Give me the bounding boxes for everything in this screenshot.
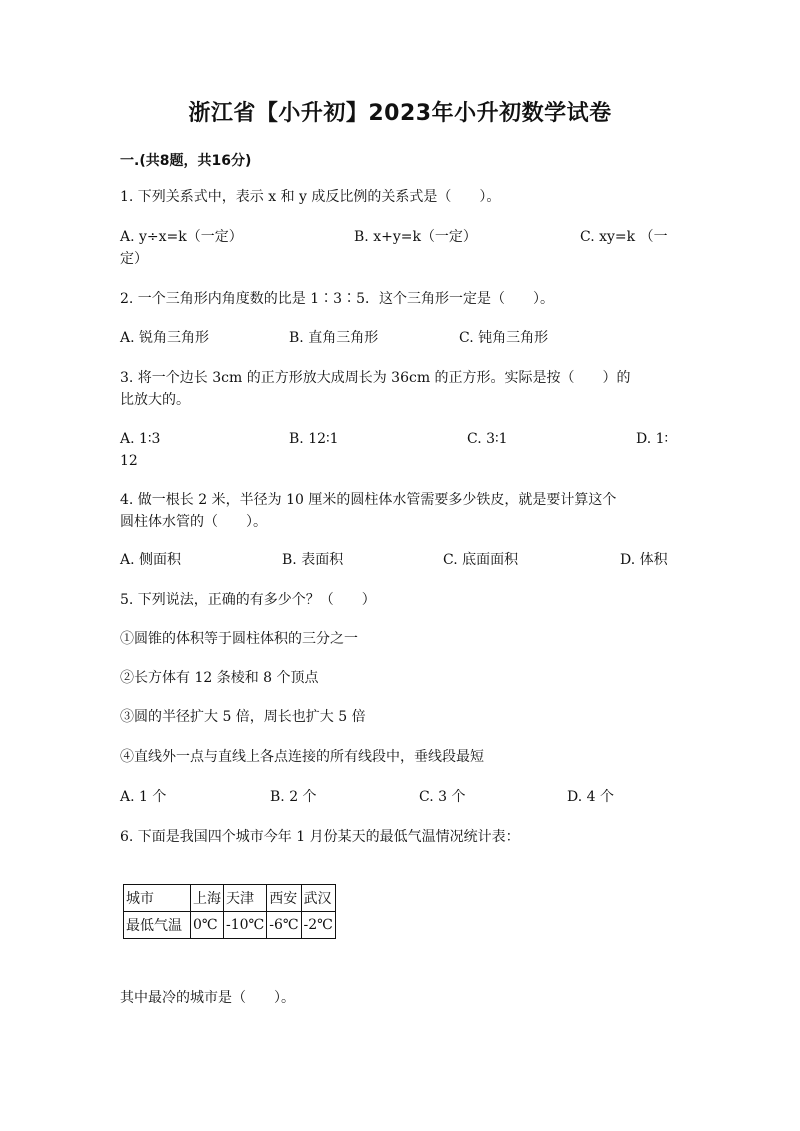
question-1-option-a: A. y÷x=k（一定）	[120, 229, 243, 245]
question-6-stem: 6. 下面是我国四个城市今年 1 月份某天的最低气温情况统计表：	[120, 829, 520, 845]
question-5-option-b: B. 2 个	[270, 789, 317, 805]
question-4-option-c: C. 底面面积	[443, 552, 519, 568]
question-3-option-b: B. 12∶1	[289, 431, 339, 447]
table-header-city: 城市	[124, 885, 191, 912]
question-3-option-a: A. 1∶3	[120, 431, 161, 447]
question-5-statement-2: ②长方体有 12 条棱和 8 个顶点	[120, 670, 319, 686]
question-3-option-c: C. 3∶1	[467, 431, 508, 447]
exam-title: 浙江省【小升初】2023年小升初数学试卷	[188, 101, 612, 126]
question-3-option-d: D. 1∶	[636, 431, 669, 447]
table-cell-city: 西安	[267, 885, 301, 912]
question-5-option-d: D. 4 个	[567, 789, 614, 805]
question-5-statement-1: ①圆锥的体积等于圆柱体积的三分之一	[120, 631, 358, 647]
section-heading: 一.(共8题，共16分)	[120, 153, 252, 169]
temperature-table	[123, 884, 336, 939]
question-4-stem: 4. 做一根长 2 米，半径为 10 厘米的圆柱体水管需要多少铁皮，就是要计算这个	[120, 492, 617, 508]
question-4-option-d: D. 体积	[620, 552, 668, 568]
table-cell-temperature: -10℃	[224, 912, 267, 939]
table-row	[124, 912, 336, 939]
table-row	[124, 885, 336, 912]
question-4-stem-wrap: 圆柱体水管的（ ）。	[120, 514, 267, 530]
table-cell-temperature: -2℃	[301, 912, 335, 939]
table-cell-city: 上海	[191, 885, 224, 912]
question-1-option-b: B. x+y=k（一定）	[354, 229, 477, 245]
question-4-option-a: A. 侧面积	[120, 552, 182, 568]
question-3-stem: 3. 将一个边长 3cm 的正方形放大成周长为 36cm 的正方形。实际是按（ ）的	[120, 370, 631, 386]
question-1-stem: 1. 下列关系式中，表示 x 和 y 成反比例的关系式是（ ）。	[120, 189, 501, 205]
question-6-prompt: 其中最冷的城市是（ ）。	[120, 990, 295, 1006]
question-2-stem: 2. 一个三角形内角度数的比是 1∶3∶5．这个三角形一定是（ ）。	[120, 291, 554, 307]
question-5-statement-3: ③圆的半径扩大 5 倍，周长也扩大 5 倍	[120, 709, 366, 725]
question-5-option-c: C. 3 个	[419, 789, 466, 805]
question-2-option-b: B. 直角三角形	[289, 330, 379, 346]
question-5-statement-4: ④直线外一点与直线上各点连接的所有线段中，垂线段最短	[120, 749, 484, 765]
table-cell-temperature: 0℃	[191, 912, 224, 939]
question-1-option-c: C. xy=k （一	[580, 229, 668, 245]
question-3-stem-wrap: 比放大的。	[120, 392, 190, 408]
question-4-option-b: B. 表面积	[282, 552, 344, 568]
question-5-option-a: A. 1 个	[120, 789, 167, 805]
question-5-stem: 5. 下列说法，正确的有多少个？（ ）	[120, 592, 376, 608]
table-cell-city: 天津	[224, 885, 267, 912]
table-cell-city: 武汉	[301, 885, 335, 912]
table-header-temperature: 最低气温	[124, 912, 191, 939]
question-3-option-d-wrap: 12	[120, 453, 138, 469]
question-2-option-c: C. 钝角三角形	[459, 330, 549, 346]
question-1-option-c-wrap: 定）	[120, 251, 148, 267]
question-2-option-a: A. 锐角三角形	[120, 330, 210, 346]
table-cell-temperature: -6℃	[267, 912, 301, 939]
